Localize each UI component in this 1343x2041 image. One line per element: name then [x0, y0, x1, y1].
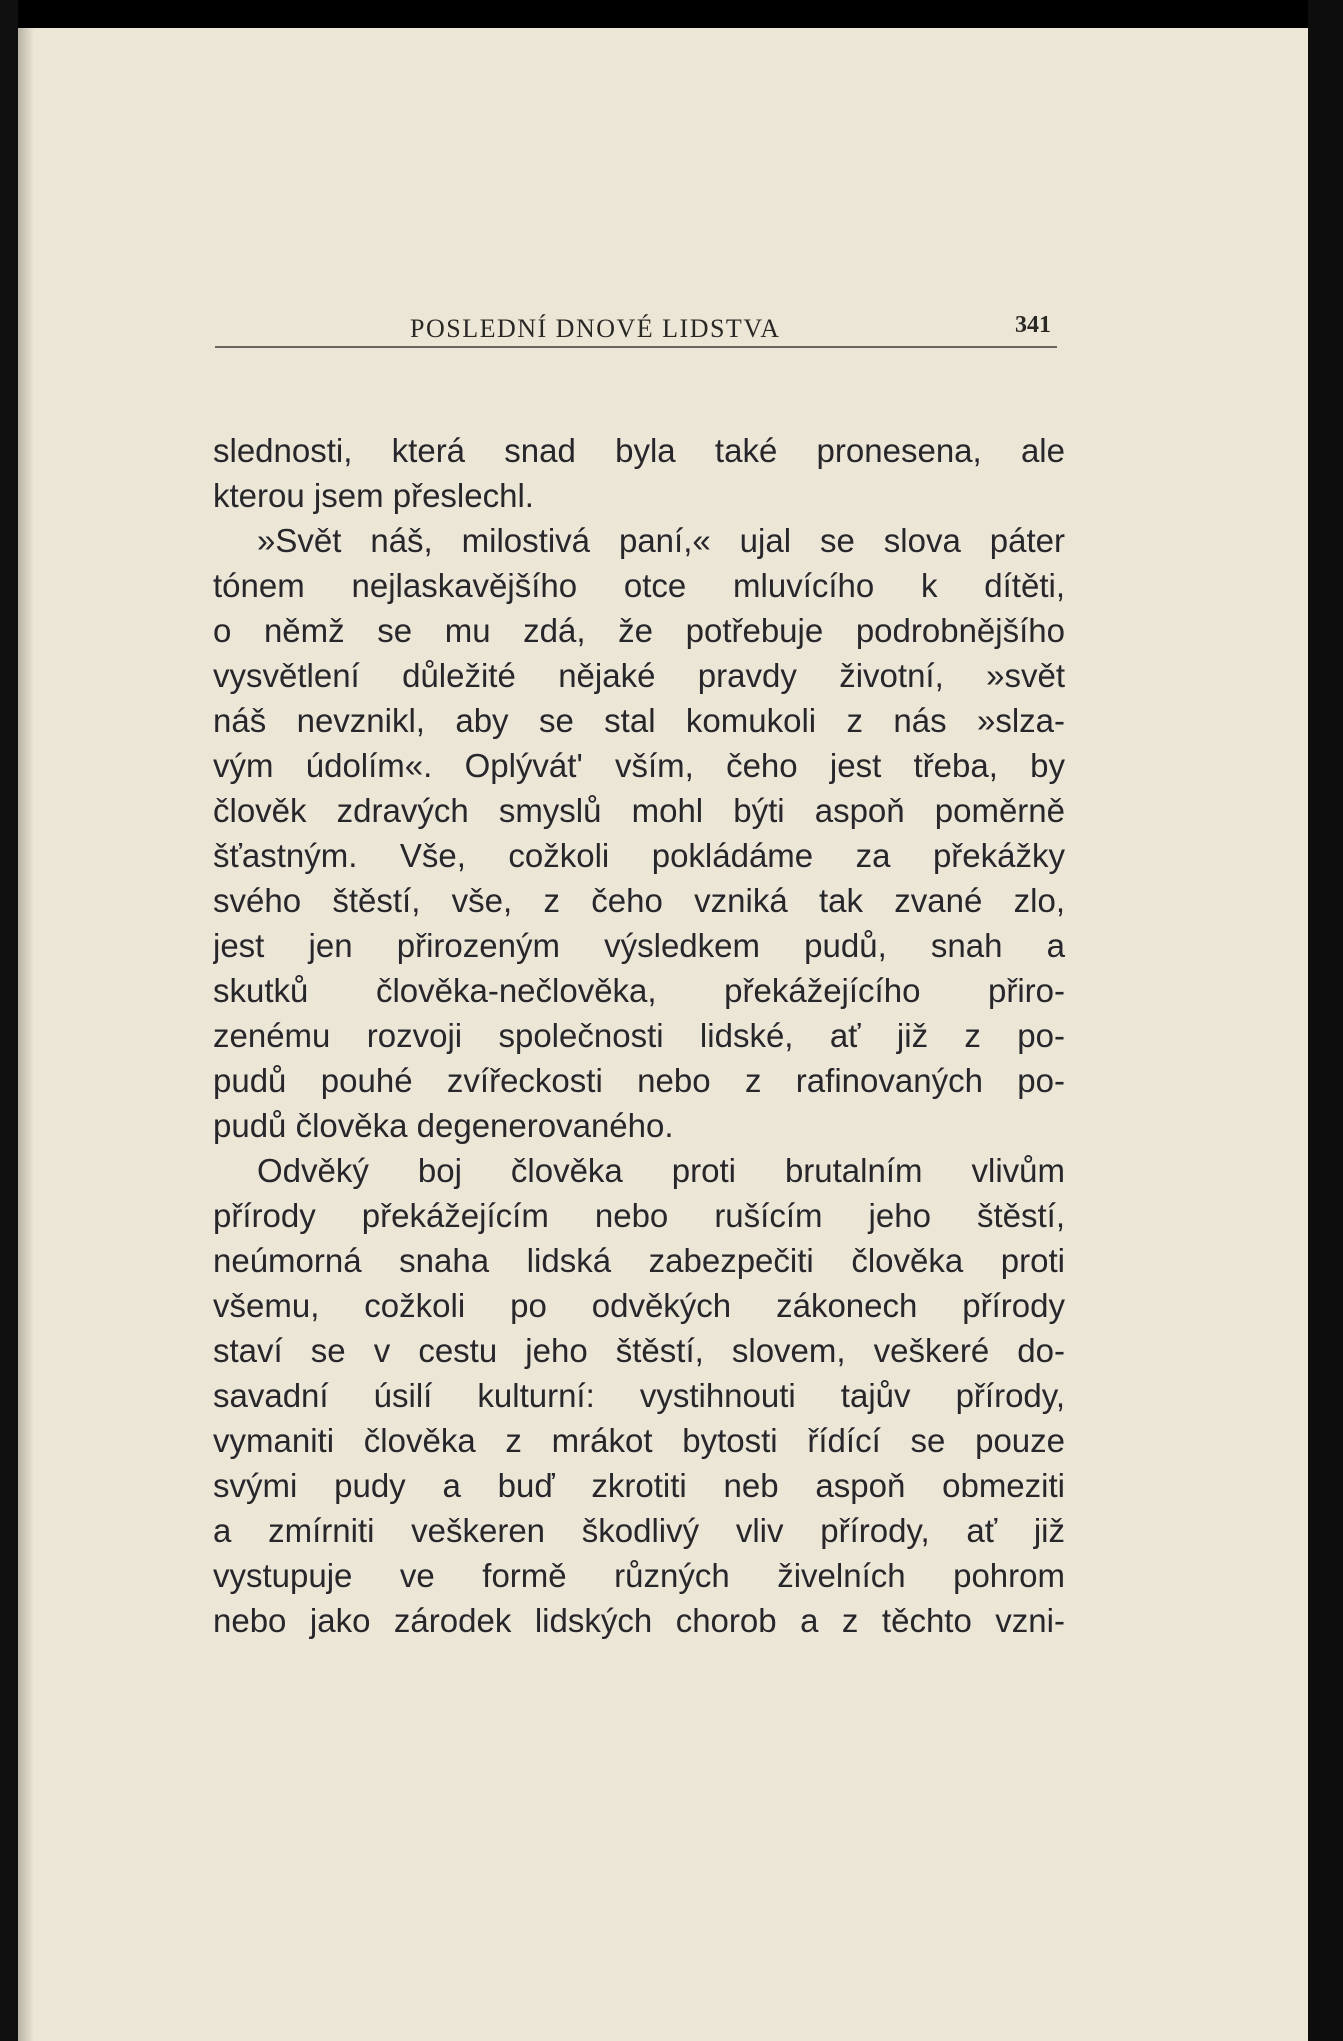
running-head	[215, 312, 1057, 348]
text-line: svými pudy a buď zkrotiti neb aspoň obmeziti	[213, 1467, 1065, 1504]
text-line: vymaniti člověka z mrákot bytosti řídící se pouze	[213, 1422, 1065, 1459]
text-line: neúmorná snaha lidská zabezpečiti člověka proti	[213, 1242, 1065, 1279]
page-right-edge	[1308, 0, 1343, 2041]
text-line: všemu, cožkoli po odvěkých zákonech přírody	[213, 1287, 1065, 1324]
text-line: pudů pouhé zvířeckosti nebo z rafinovaných po-	[213, 1062, 1065, 1099]
text-line: »Svět náš, milostivá paní,« ujal se slova páter	[257, 522, 1065, 559]
running-title: POSLEDNÍ DNOVÉ LIDSTVA	[410, 314, 781, 343]
text-line: svého štěstí, vše, z čeho vzniká tak zvané zlo,	[213, 882, 1065, 919]
text-line: Odvěký boj člověka proti brutalním vlivům	[257, 1152, 1065, 1189]
text-line: o němž se mu zdá, že potřebuje podrobnějšího	[213, 612, 1065, 649]
text-line: zenému rozvoji společnosti lidské, ať již z po-	[213, 1017, 1065, 1054]
text-line: šťastným. Vše, cožkoli pokládáme za překážky	[213, 837, 1065, 874]
text-line: staví se v cestu jeho štěstí, slovem, veškeré do-	[213, 1332, 1065, 1369]
text-line: nebo jako zárodek lidských chorob a z těchto vzni-	[213, 1602, 1065, 1639]
gutter-shadow	[18, 28, 34, 2041]
text-line: kterou jsem přeslechl.	[213, 477, 534, 514]
text-line: savadní úsilí kulturní: vystihnouti tajův přírody,	[213, 1377, 1065, 1414]
text-line: skutků člověka-nečlověka, překážejícího přiro-	[213, 972, 1065, 1009]
text-line: tónem nejlaskavějšího otce mluvícího k dítěti,	[213, 567, 1065, 604]
text-line: náš nevznikl, aby se stal komukoli z nás »slza-	[213, 702, 1065, 739]
text-line: a zmírniti veškeren škodlivý vliv přírody, ať již	[213, 1512, 1065, 1549]
text-line: člověk zdravých smyslů mohl býti aspoň poměrně	[213, 792, 1065, 829]
text-line: přírody překážejícím nebo rušícím jeho štěstí,	[213, 1197, 1065, 1234]
text-line: vystupuje ve formě různých živelních pohrom	[213, 1557, 1065, 1594]
book-spine-edge	[0, 0, 18, 2041]
body-text	[213, 428, 1065, 1643]
text-line: pudů člověka degenerovaného.	[213, 1107, 674, 1144]
page-number: 341	[1015, 312, 1051, 338]
text-line: slednosti, která snad byla také pronesena, ale	[213, 432, 1065, 469]
text-line: vysvětlení důležité nějaké pravdy životní, »svět	[213, 657, 1065, 694]
text-line: jest jen přirozeným výsledkem pudů, snah a	[213, 927, 1065, 964]
text-line: vým údolím«. Oplývát' vším, čeho jest třeba, by	[213, 747, 1065, 784]
